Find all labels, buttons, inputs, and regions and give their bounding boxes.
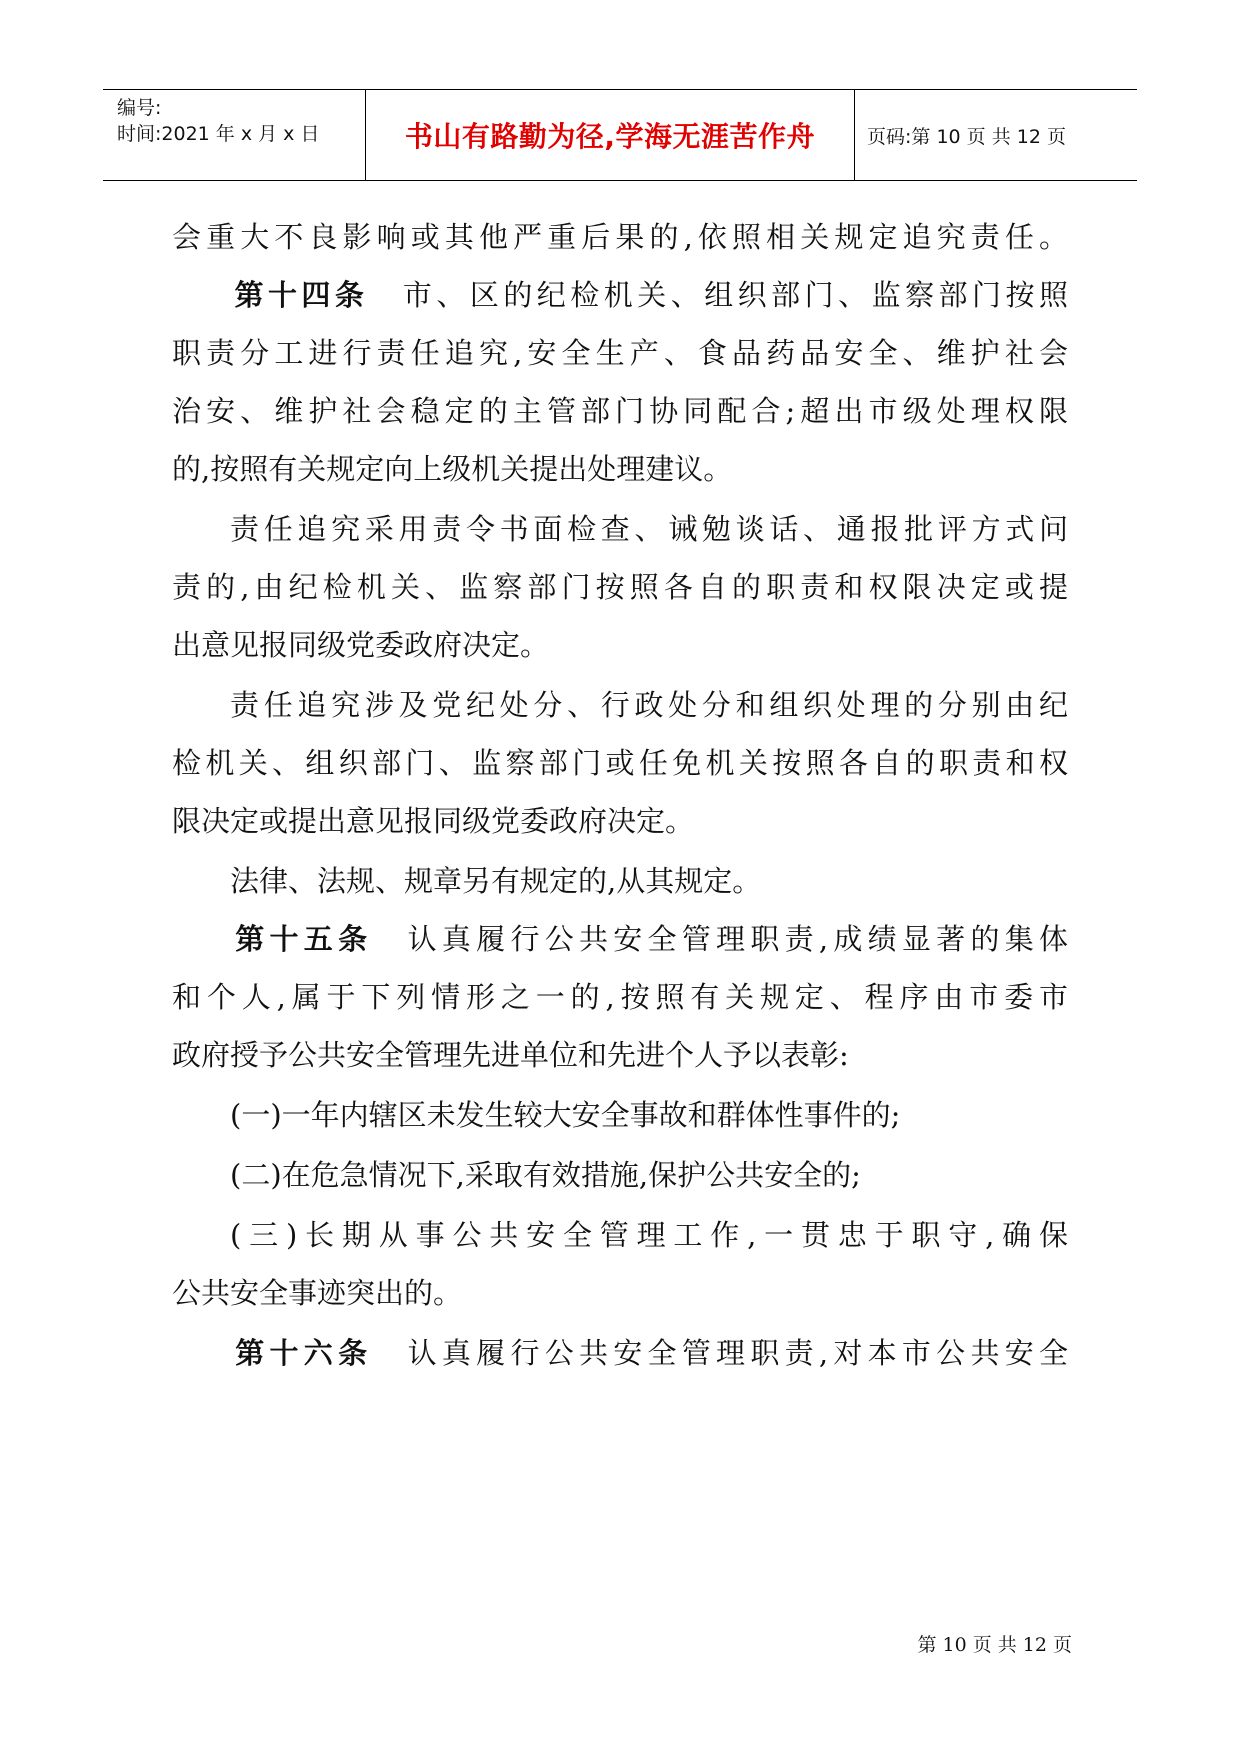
article-heading: 第十四条	[230, 278, 369, 312]
text-line: 职责分工进行责任追究,安全生产、食品药品安全、维护社会	[172, 336, 1068, 370]
text-line-content: 市、区的纪检机关、组织部门、监察部门按照	[398, 278, 1068, 312]
list-item: (一)一年内辖区未发生较大安全事故和群体性事件的;	[230, 1098, 901, 1132]
text-line: 政府授予公共安全管理先进单位和先进个人予以表彰:	[172, 1038, 849, 1072]
page-footer: 第 10 页 共 12 页	[917, 1634, 1072, 1656]
list-item: (二)在危急情况下,采取有效措施,保护公共安全的;	[230, 1158, 861, 1192]
document-number-label: 编号:	[117, 97, 162, 119]
header-meta-cell	[103, 90, 365, 180]
text-line-content: 认真履行公共安全管理职责,成绩显著的集体	[402, 922, 1068, 956]
text-line: 的,按照有关规定向上级机关提出处理建议。	[172, 452, 733, 486]
header-motto-cell	[365, 90, 855, 180]
text-line: 和个人,属于下列情形之一的,按照有关规定、程序由市委市	[172, 980, 1068, 1014]
page-header	[103, 89, 1137, 181]
text-line: 出意见报同级党委政府决定。	[172, 628, 550, 662]
text-line	[172, 1328, 1068, 1378]
document-time-label: 时间:2021 年 x 月 x 日	[117, 123, 320, 145]
header-page-cell	[855, 90, 1137, 180]
text-line: 检机关、组织部门、监察部门或任免机关按照各自的职责和权	[172, 746, 1068, 780]
page-code-label: 页码:第 10 页 共 12 页	[867, 125, 1066, 148]
text-line: 治安、维护社会稳定的主管部门协同配合;超出市级处理权限	[172, 394, 1068, 428]
article-heading: 第十五条	[230, 922, 373, 956]
list-item: (三)长期从事公共安全管理工作,一贯忠于职守,确保	[230, 1218, 1068, 1252]
text-line: 公共安全事迹突出的。	[172, 1276, 463, 1310]
article-heading: 第十六条	[230, 1336, 373, 1370]
text-line: 法律、法规、规章另有规定的,从其规定。	[230, 864, 762, 898]
text-line	[172, 270, 1068, 320]
text-line: 责任追究涉及党纪处分、行政处分和组织处理的分别由纪	[230, 688, 1068, 722]
text-line-content: 认真履行公共安全管理职责,对本市公共安全	[402, 1336, 1068, 1370]
text-line: 会重大不良影响或其他严重后果的,依照相关规定追究责任。	[172, 220, 1068, 254]
text-line: 责任追究采用责令书面检查、诫勉谈话、通报批评方式问	[230, 512, 1068, 546]
motto-text: 书山有路勤为径,学海无涯苦作舟	[404, 120, 816, 153]
text-line	[172, 914, 1068, 964]
text-line: 责的,由纪检机关、监察部门按照各自的职责和权限决定或提	[172, 570, 1068, 604]
text-line: 限决定或提出意见报同级党委政府决定。	[172, 804, 695, 838]
